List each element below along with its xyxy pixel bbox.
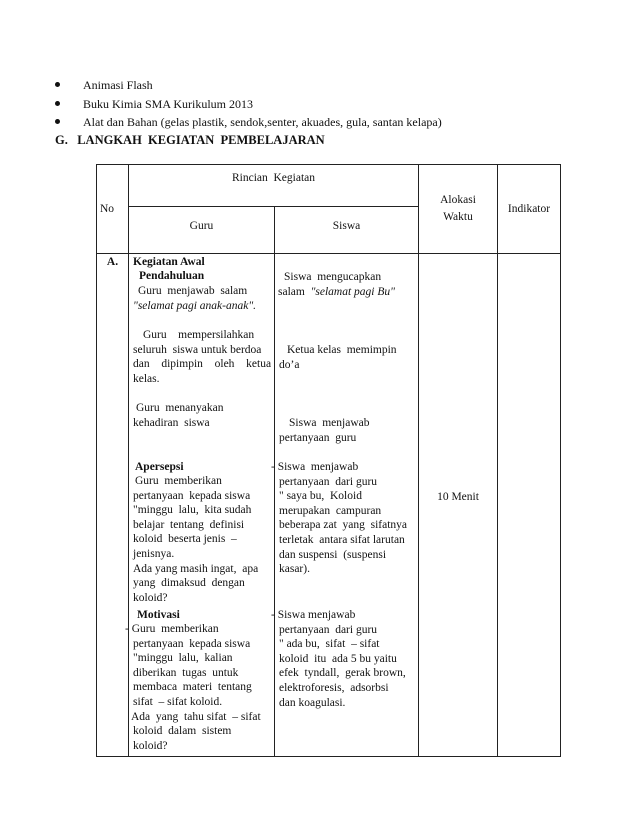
guru-mempersilahkan: Guru mempersilahkan seluruh siswa untuk berdoa dan dipimpin oleh ketua kelas. [133, 329, 272, 385]
guru-salam: Guru menjawab salam "selamat pagi anak-anak". [133, 285, 257, 312]
alokasi-waktu-value: 10 Menit [437, 491, 479, 503]
table-row [97, 254, 561, 757]
header-rincian-kegiatan: Rincian Kegiatan [129, 165, 419, 207]
motivasi-label: Motivasi [137, 609, 180, 621]
apersepsi-label: Apersepsi [135, 461, 184, 473]
header-indikator: Indikator [498, 165, 561, 254]
activity-table [96, 164, 561, 757]
guru-apersepsi: Guru memberikan pertanyaan kepada siswa "minggu lalu, kita sudah belajar tentang definisi koloid beserta jenis – jenisnya. Ada yang masih ingat, apa yang dimaksud dengan koloid? [133, 475, 259, 604]
alokasi-cell [419, 254, 498, 757]
guru-motivasi: - Guru memberikan pertanyaan kepada siswa "minggu lalu, kalian diberikan tugas untuk membaca materi tentang sifat – sifat koloid. Ada yang tahu sifat – sifat koloid dalam sistem koloid? [125, 623, 261, 752]
kegiatan-awal-label: Kegiatan Awal [133, 256, 205, 268]
header-guru: Guru [129, 207, 275, 254]
pendahuluan-label: Pendahuluan [139, 270, 205, 282]
siswa-motivasi: - Siswa menjawab pertanyaan dari guru " ada bu, sifat – sifat koloid itu ada 5 bu yaitu efek tyndall, gerak brown, elektroforesis, adsorbsi dan koagulasi. [271, 609, 406, 709]
header-no: No [97, 165, 129, 254]
material-list [55, 76, 442, 132]
indikator-cell [498, 254, 561, 757]
siswa-kehadiran: Siswa menjawab pertanyaan guru [279, 417, 370, 444]
list-item: Buku Kimia SMA Kurikulum 2013 [55, 95, 442, 114]
header-alokasi-waktu: Alokasi Waktu [419, 165, 498, 254]
siswa-cell [271, 254, 419, 757]
bullet-icon [55, 101, 60, 106]
list-item: Animasi Flash [55, 76, 442, 95]
bullet-icon [55, 119, 60, 124]
list-item: Alat dan Bahan (gelas plastik, sendok,senter, akuades, gula, santan kelapa) [55, 113, 442, 132]
siswa-salam: Siswa mengucapkan salam "selamat pagi Bu" [278, 271, 395, 298]
guru-kehadiran: Guru menanyakan kehadiran siswa [133, 402, 224, 429]
section-heading: G. LANGKAH KEGIATAN PEMBELAJARAN [55, 133, 325, 147]
siswa-apersepsi: - Siswa menjawab pertanyaan dari guru " saya bu, Koloid merupakan campuran beberapa zat yang sifatnya terletak antara sifat larutan dan suspensi (suspensi kasar). [271, 461, 408, 576]
bullet-icon [55, 82, 60, 87]
guru-cell [125, 254, 275, 757]
row-number: A. [97, 254, 129, 757]
header-siswa: Siswa [275, 207, 419, 254]
siswa-doa: Ketua kelas memimpin do’a [279, 344, 397, 371]
